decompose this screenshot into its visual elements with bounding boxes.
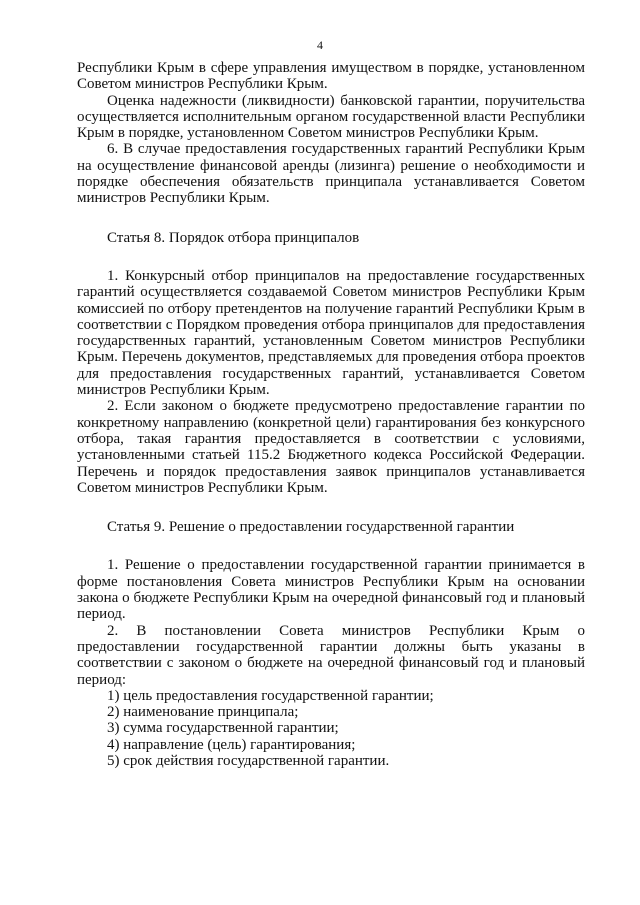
- requirements-list: [77, 688, 585, 769]
- article-8-heading: Статья 8. Порядок отбора принципалов: [107, 229, 360, 246]
- page-number: 4: [317, 38, 323, 52]
- paragraph: 6. В случае предоставления государственных гарантий Республики Крым на осуществление финансовой аренды (лизинга) решение о необходимости и порядке обеспечения обязательств принципала устанавливается Советом министров Республики Крым.: [77, 141, 585, 207]
- list-item: 3) сумма государственной гарантии;: [107, 720, 339, 737]
- paragraph: 1. Конкурсный отбор принципалов на предоставление государственных гарантий осуществляется создаваемой Советом министров Республики Крым комиссией по отбору претендентов на получение гарантий Республики Крым в соответствии с Порядком проведения отбора принципалов для предоставления государственных гарантий, установленным Советом министров Республики Крым. Перечень документов, представляемых для проведения отбора проектов для предоставления государственных гарантий, устанавливается Советом министров Республики Крым.: [77, 267, 585, 399]
- paragraph: Республики Крым в сфере управления имуществом в порядке, установленном Советом министров Республики Крым.: [77, 60, 585, 93]
- list-item: 4) направление (цель) гарантирования;: [107, 736, 356, 753]
- list-item: 5) срок действия государственной гарантии.: [107, 752, 390, 769]
- paragraph: 2. Если законом о бюджете предусмотрено предоставление гарантии по конкретному направлению (конкретной цели) гарантирования без конкурсного отбора, такая гарантия предоставляется в соответствии с условиями, установленными статьей 115.2 Бюджетного кодекса Российской Федерации. Перечень и порядок предоставления заявок принципалов устанавливается Советом министров Республики Крым.: [77, 398, 585, 496]
- document-body: [77, 60, 585, 769]
- paragraph: 2. В постановлении Совета министров Республики Крым о предоставлении государственной гарантии должны быть указаны в соответствии с законом о бюджете на очередной финансовый год и плановый период:: [77, 622, 585, 688]
- list-item: 1) цель предоставления государственной гарантии;: [107, 687, 434, 704]
- list-item: 2) наименование принципала;: [107, 704, 299, 721]
- paragraph: 1. Решение о предоставлении государственной гарантии принимается в форме постановления Совета министров Республики Крым на основании закона о бюджете Республики Крым на очередной финансовый год и плановый период.: [77, 557, 585, 623]
- article-9-heading: Статья 9. Решение о предоставлении государственной гарантии: [107, 519, 515, 536]
- paragraph: Оценка надежности (ликвидности) банковской гарантии, поручительства осуществляется исполнительным органом государственной власти Республики Крым в порядке, установленном Советом министров Республики Крым.: [77, 92, 585, 142]
